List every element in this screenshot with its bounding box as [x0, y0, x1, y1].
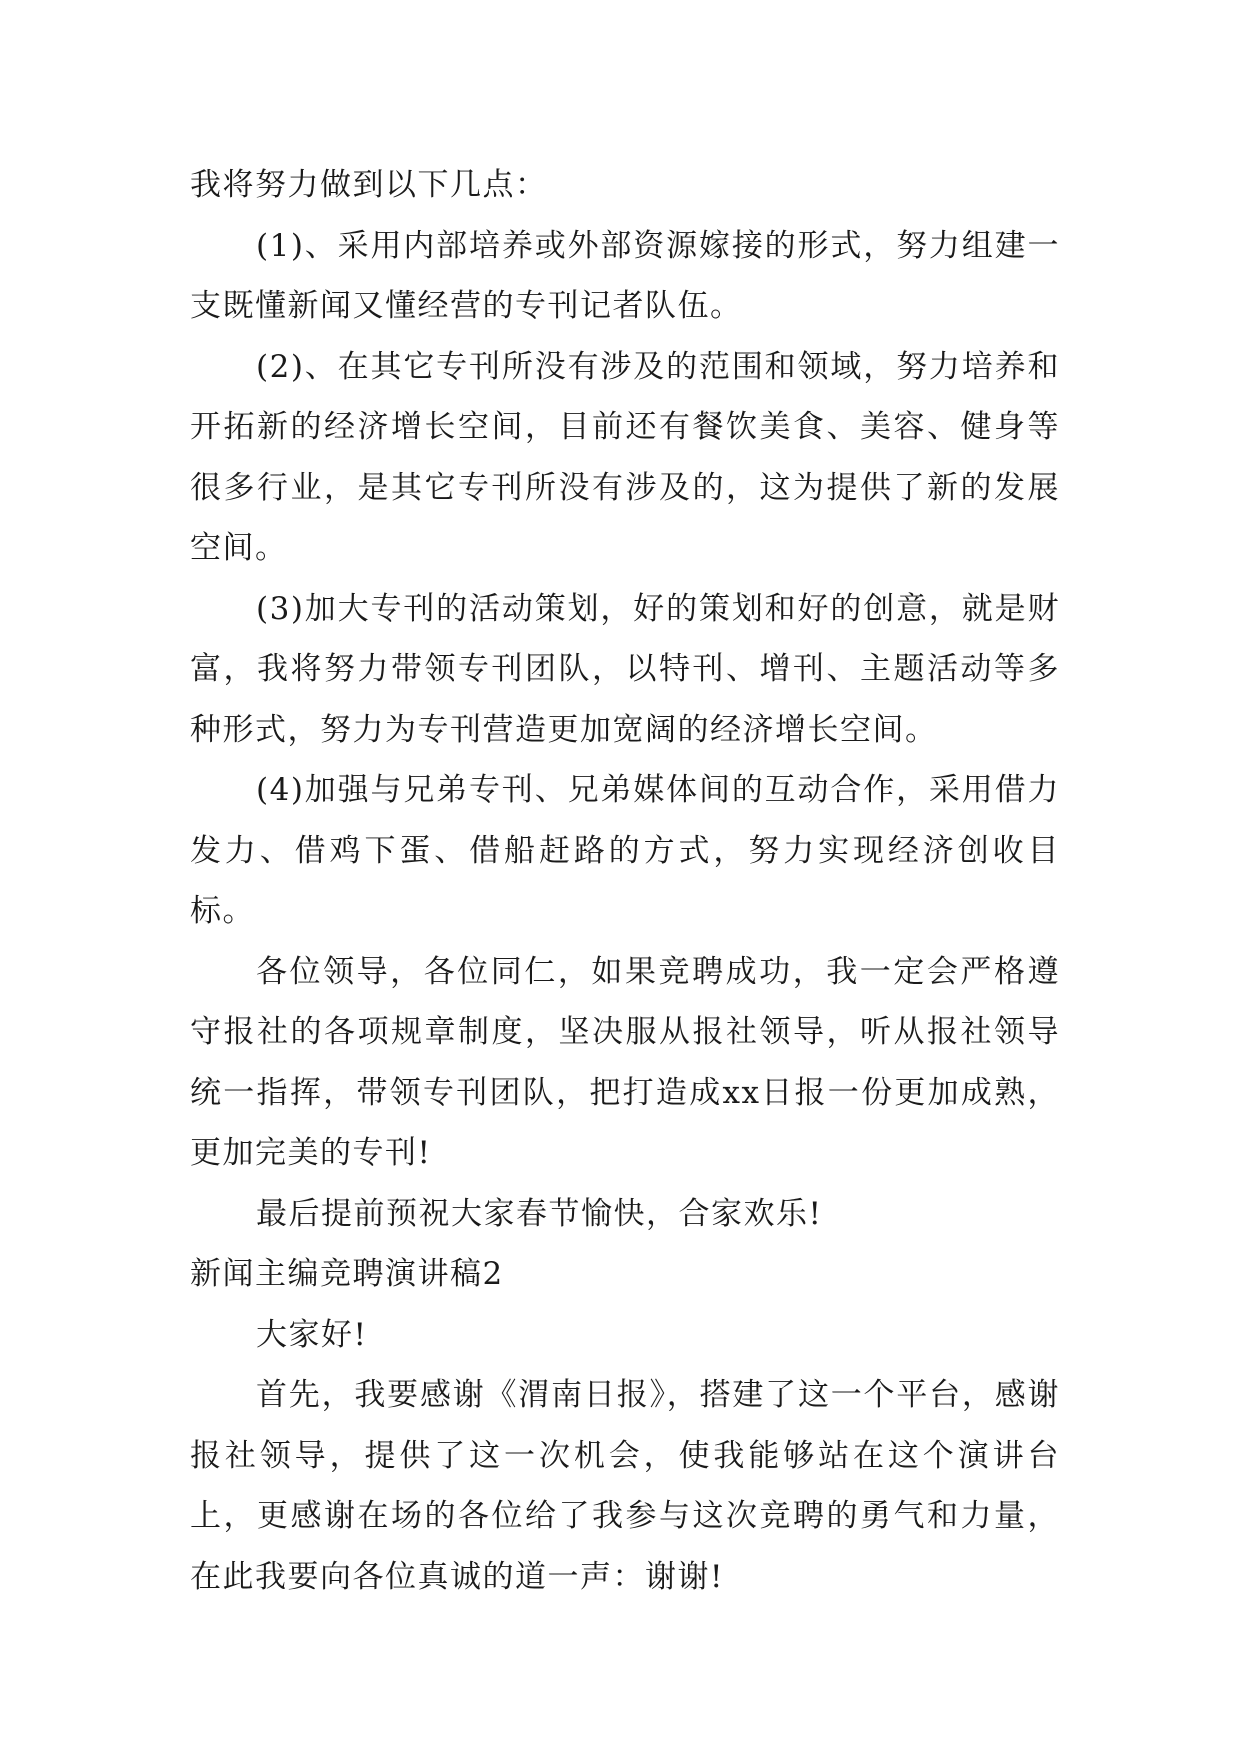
paragraph-point-3: (3)加大专刊的活动策划，好的策划和好的创意，就是财富，我将努力带领专刊团队，以特刊、增刊、主题活动等多种形式，努力为专刊营造更加宽阔的经济增长空间。 [190, 590, 1060, 748]
paragraph-point-4: (4)加强与兄弟专刊、兄弟媒体间的互动合作，采用借力发力、借鸡下蛋、借船赶路的方式，努力实现经济创收目标。 [190, 772, 1060, 929]
paragraph-intro: 我将努力做到以下几点： [190, 167, 548, 203]
section-title: 新闻主编竞聘演讲稿2 [190, 1256, 504, 1292]
paragraph-point-1: (1)、采用内部培养或外部资源嫁接的形式，努力组建一支既懂新闻又懂经营的专刊记者队伍。 [190, 227, 1060, 324]
document-body [190, 155, 1060, 1607]
paragraph-closing: 最后提前预祝大家春节愉快，合家欢乐! [256, 1195, 823, 1232]
paragraph-greeting: 大家好! [256, 1316, 368, 1353]
paragraph-thanks: 首先，我要感谢《渭南日报》，搭建了这一个平台，感谢报社领导，提供了这一次机会，使我能够站在这个演讲台上，更感谢在场的各位给了我参与这次竞聘的勇气和力量，在此我要向各位真诚的道一声：谢谢! [190, 1377, 1060, 1595]
paragraph-point-2: (2)、在其它专刊所没有涉及的范围和领域，努力培养和开拓新的经济增长空间，目前还有餐饮美食、美容、健身等很多行业，是其它专刊所没有涉及的，这为提供了新的发展空间。 [190, 348, 1060, 566]
paragraph-commitment: 各位领导，各位同仁，如果竞聘成功，我一定会严格遵守报社的各项规章制度，坚决服从报社领导，听从报社领导统一指挥，带领专刊团队，把打造成xx日报一份更加成熟，更加完美的专刊! [190, 953, 1060, 1171]
